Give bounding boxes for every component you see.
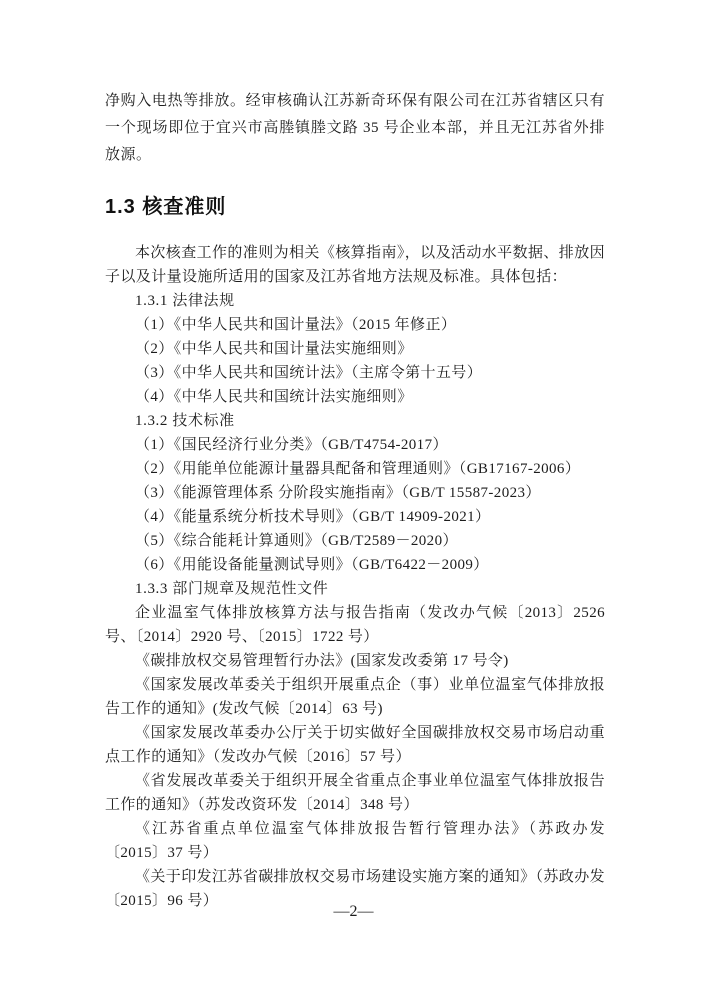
- document-paragraph: （1）《国民经济行业分类》（GB/T4754-2017）: [135, 437, 448, 453]
- document-paragraph: 1.3.3 部门规章及规范性文件: [135, 581, 329, 597]
- document-body: [105, 88, 605, 913]
- document-paragraph: 《省发展改革委关于组织开展全省重点企事业单位温室气体排放报告工作的通知》（苏发改资环发〔2014〕348 号）: [105, 773, 605, 813]
- continued-paragraph: 净购入电热等排放。经审核确认江苏新奇环保有限公司在江苏省辖区只有一个现场即位于宜兴市高塍镇塍文路 35 号企业本部，并且无江苏省外排放源。: [105, 93, 605, 163]
- document-paragraph: 《国家发展改革委办公厅关于切实做好全国碳排放权交易市场启动重点工作的通知》（发改办气候〔2016〕57 号）: [105, 725, 605, 765]
- document-paragraph: （5）《综合能耗计算通则》（GB/T2589－2020）: [135, 533, 458, 549]
- document-paragraph: （4）《中华人民共和国统计法实施细则》: [135, 389, 413, 405]
- document-paragraph: （3）《中华人民共和国统计法》（主席令第十五号）: [135, 365, 483, 381]
- document-paragraph: 《关于印发江苏省碳排放权交易市场建设实施方案的通知》（苏政办发〔2015〕96 号）: [105, 869, 605, 909]
- document-paragraph: 《碳排放权交易管理暂行办法》(国家发改委第 17 号令): [135, 653, 509, 669]
- paragraph-list: [105, 241, 605, 913]
- document-paragraph: 1.3.1 法律法规: [135, 293, 235, 309]
- document-paragraph: 1.3.2 技术标准: [135, 413, 235, 429]
- document-paragraph: （4）《能量系统分析技术导则》（GB/T 14909-2021）: [135, 509, 491, 525]
- page-number: —2—: [333, 903, 374, 920]
- document-paragraph: 本次核查工作的准则为相关《核算指南》，以及活动水平数据、排放因子以及计量设施所适用的国家及江苏省地方法规及标准。具体包括：: [105, 245, 605, 285]
- document-paragraph: （2）《用能单位能源计量器具配备和管理通则》（GB17167-2006）: [135, 461, 581, 477]
- document-paragraph: 企业温室气体排放核算方法与报告指南（发改办气候〔2013〕2526 号、〔2014〕2920 号、〔2015〕1722 号）: [105, 605, 605, 645]
- document-paragraph: 《江苏省重点单位温室气体排放报告暂行管理办法》（苏政办发〔2015〕37 号）: [105, 821, 605, 861]
- document-paragraph: （2）《中华人民共和国计量法实施细则》: [135, 341, 413, 357]
- document-paragraph: （3）《能源管理体系 分阶段实施指南》（GB/T 15587-2023）: [135, 485, 541, 501]
- document-paragraph: 《国家发展改革委关于组织开展重点企（事）业单位温室气体排放报告工作的通知》(发改气候〔2014〕63 号): [105, 677, 605, 717]
- section-heading: 1.3 核查准则: [105, 196, 227, 218]
- document-paragraph: （1）《中华人民共和国计量法》（2015 年修正）: [135, 317, 457, 333]
- document-paragraph: （6）《用能设备能量测试导则》（GB/T6422－2009）: [135, 557, 489, 573]
